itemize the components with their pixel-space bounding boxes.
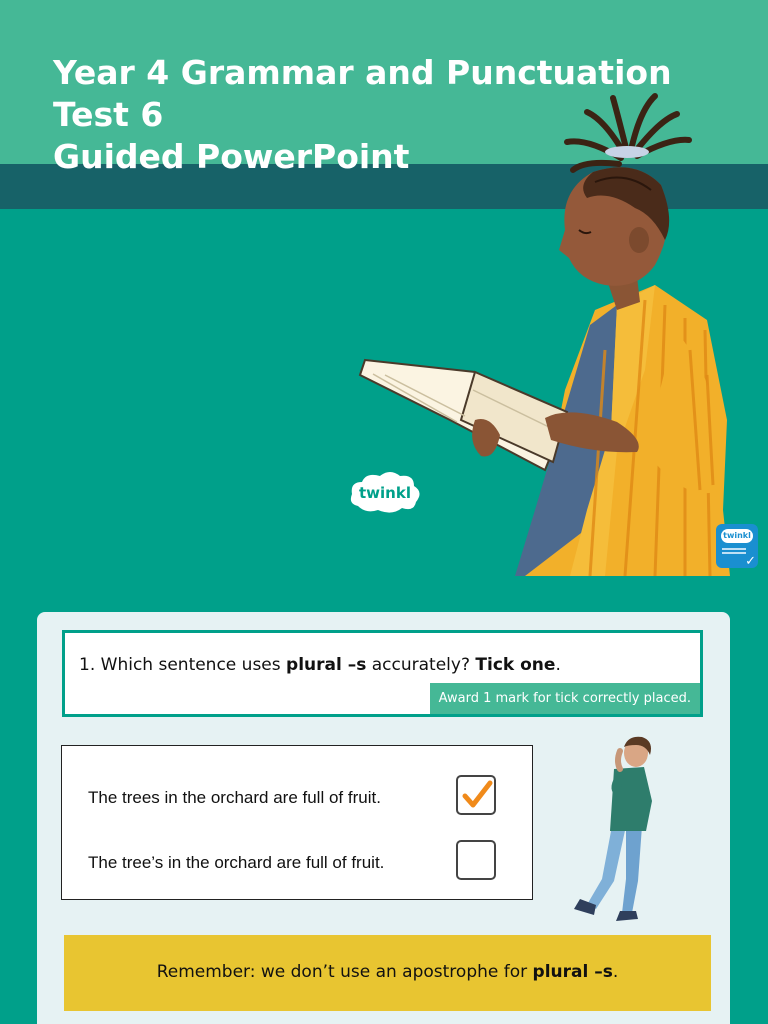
question-slide: [0, 576, 768, 1024]
question-number: 1.: [79, 655, 96, 675]
option-checkbox[interactable]: [456, 840, 496, 880]
question-bold-tick: Tick one: [475, 655, 556, 675]
quality-badge: [716, 524, 758, 568]
question-end: .: [555, 655, 561, 675]
option-row: [62, 774, 532, 824]
badge-check-icon: ✓: [745, 554, 756, 568]
reminder-pre: Remember: we don’t use an apostrophe for: [156, 962, 533, 982]
title-line-1: Year 4 Grammar and Punctuation: [53, 53, 672, 92]
question-bold-plural: plural –s: [286, 655, 367, 675]
thinking-boy-illustration: [566, 731, 670, 926]
option-row: [62, 839, 532, 889]
title-line-2: Test 6: [53, 95, 164, 134]
badge-lines: [722, 548, 746, 550]
checkmark-icon: [460, 778, 494, 812]
question-text: [79, 655, 561, 675]
title-line-3: Guided PowerPoint: [53, 137, 410, 176]
reminder-box: [64, 935, 711, 1011]
question-pre: Which sentence uses: [100, 655, 287, 675]
award-mark-tag: Award 1 mark for tick correctly placed.: [430, 683, 700, 714]
reminder-bold: plural –s: [532, 962, 613, 982]
badge-label: twinkl: [721, 529, 753, 543]
answer-options: [61, 745, 533, 900]
question-box: [62, 630, 703, 717]
slide-title: [53, 52, 672, 178]
option-text: The tree’s in the orchard are full of fruit.: [88, 853, 385, 872]
reminder-end: .: [612, 962, 619, 982]
option-text: The trees in the orchard are full of fruit.: [88, 788, 381, 807]
option-checkbox[interactable]: [456, 775, 496, 815]
twinkl-logo-text: twinkl: [359, 484, 411, 502]
twinkl-logo: [348, 468, 422, 514]
reminder-text: [64, 962, 711, 982]
question-mid: accurately?: [366, 655, 476, 675]
